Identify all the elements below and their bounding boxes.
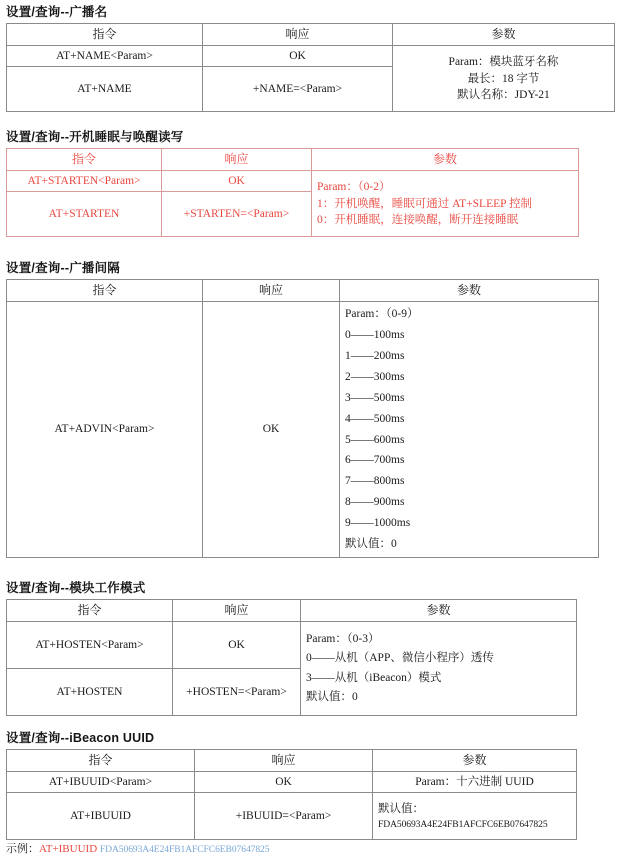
cell-param [301, 622, 577, 716]
param-line: Param：（0-2） [317, 181, 391, 194]
section-heading: 设置/查询--广播间隔 [6, 261, 120, 275]
table-row [7, 171, 579, 192]
cell-command: AT+NAME [7, 67, 203, 112]
param-line: 0——从机（APP、微信小程序）透传 [306, 652, 494, 665]
table-header-row [7, 600, 577, 622]
param-line: 默认值：0 [306, 690, 358, 703]
column-header-response: 响应 [162, 149, 312, 171]
cell-param [393, 46, 615, 112]
at-command-table [6, 279, 599, 558]
at-command-table [6, 23, 615, 112]
cell-response: +STARTEN=<Param> [162, 192, 312, 237]
cell-command: AT+STARTEN [7, 192, 162, 237]
column-header-response: 响应 [203, 280, 340, 302]
column-header-command: 指令 [7, 600, 173, 622]
section-heading: 设置/查询--广播名 [6, 5, 108, 19]
param-line: 3——500ms [345, 391, 405, 404]
cell-param [340, 302, 599, 558]
cell-command: AT+NAME<Param> [7, 46, 203, 67]
section-broadcast-name [0, 2, 615, 112]
cell-param-default [373, 793, 577, 840]
column-header-command: 指令 [7, 750, 195, 772]
at-command-table [6, 148, 579, 237]
param-line: 0：开机睡眠，连接唤醒，断开连接睡眠 [317, 213, 519, 226]
param-line: 2——300ms [345, 370, 405, 383]
column-header-command: 指令 [7, 24, 203, 46]
param-line: 9——1000ms [345, 517, 411, 530]
param-line: 8——900ms [345, 496, 405, 509]
section-startup-sleep-wake [0, 127, 579, 237]
column-header-command: 指令 [7, 280, 203, 302]
param-line: 默认值：0 [345, 538, 397, 551]
example-command: AT+IBUUID [39, 843, 98, 855]
example-label: 示例： [6, 843, 39, 855]
section-ibeacon-uuid [0, 728, 577, 840]
param-line: Param：十六进制 UUID [415, 776, 534, 789]
cell-response: +IBUUID=<Param> [195, 793, 373, 840]
table-header-row [7, 24, 615, 46]
param-line: Param：模块蓝牙名称 [448, 56, 559, 69]
param-line: 最长：18 字节 [467, 72, 540, 85]
table-row [7, 622, 577, 669]
param-line: 1——200ms [345, 349, 405, 362]
param-line: 3——从机（iBeacon）模式 [306, 671, 442, 684]
cell-param [312, 171, 579, 237]
section-module-work-mode [0, 578, 577, 716]
at-command-table [6, 749, 577, 840]
table-header-row [7, 149, 579, 171]
param-line: 4——500ms [345, 412, 405, 425]
table-row [7, 793, 577, 840]
cell-response: OK [195, 772, 373, 793]
column-header-param: 参数 [301, 600, 577, 622]
cell-response: +HOSTEN=<Param> [173, 669, 301, 716]
column-header-param: 参数 [312, 149, 579, 171]
param-line: Param：（0-9） [345, 308, 419, 321]
cell-command: AT+IBUUID<Param> [7, 772, 195, 793]
table-header-row [7, 280, 599, 302]
cell-response: +NAME=<Param> [203, 67, 393, 112]
column-header-param: 参数 [393, 24, 615, 46]
cell-command: AT+STARTEN<Param> [7, 171, 162, 192]
section-broadcast-interval [0, 258, 599, 558]
cell-response: OK [203, 302, 340, 558]
cell-response: OK [173, 622, 301, 669]
table-row [7, 772, 577, 793]
cell-command: AT+HOSTEN [7, 669, 173, 716]
param-line: 5——600ms [345, 433, 405, 446]
column-header-command: 指令 [7, 149, 162, 171]
param-line: 0——100ms [345, 328, 405, 341]
param-line: Param：（0-3） [306, 633, 380, 646]
param-line: 7——800ms [345, 475, 405, 488]
default-uuid-value: FDA50693A4E24FB1AFCFC6EB07647825 [378, 818, 548, 830]
section-heading: 设置/查询--模块工作模式 [6, 581, 146, 595]
cell-command: AT+IBUUID [7, 793, 195, 840]
table-row [7, 302, 599, 558]
column-header-param: 参数 [373, 750, 577, 772]
at-command-table [6, 599, 577, 716]
column-header-response: 响应 [203, 24, 393, 46]
cell-response: OK [162, 171, 312, 192]
cell-command: AT+ADVIN<Param> [7, 302, 203, 558]
column-header-response: 响应 [195, 750, 373, 772]
example-line [6, 840, 269, 856]
param-line: 6——700ms [345, 454, 405, 467]
cell-command: AT+HOSTEN<Param> [7, 622, 173, 669]
param-line: 默认名称：JDY-21 [457, 88, 550, 101]
cell-param [373, 772, 577, 793]
param-line: 默认值： [378, 803, 424, 816]
column-header-response: 响应 [173, 600, 301, 622]
section-heading: 设置/查询--开机睡眠与唤醒读写 [6, 130, 184, 144]
param-line: 1：开机唤醒，睡眠可通过 AT+SLEEP 控制 [317, 197, 532, 210]
column-header-param: 参数 [340, 280, 599, 302]
table-header-row [7, 750, 577, 772]
cell-response: OK [203, 46, 393, 67]
section-heading: 设置/查询--iBeacon UUID [6, 731, 155, 745]
table-row [7, 46, 615, 67]
example-value: FDA50693A4E24FB1AFCFC6EB07647825 [99, 844, 270, 855]
